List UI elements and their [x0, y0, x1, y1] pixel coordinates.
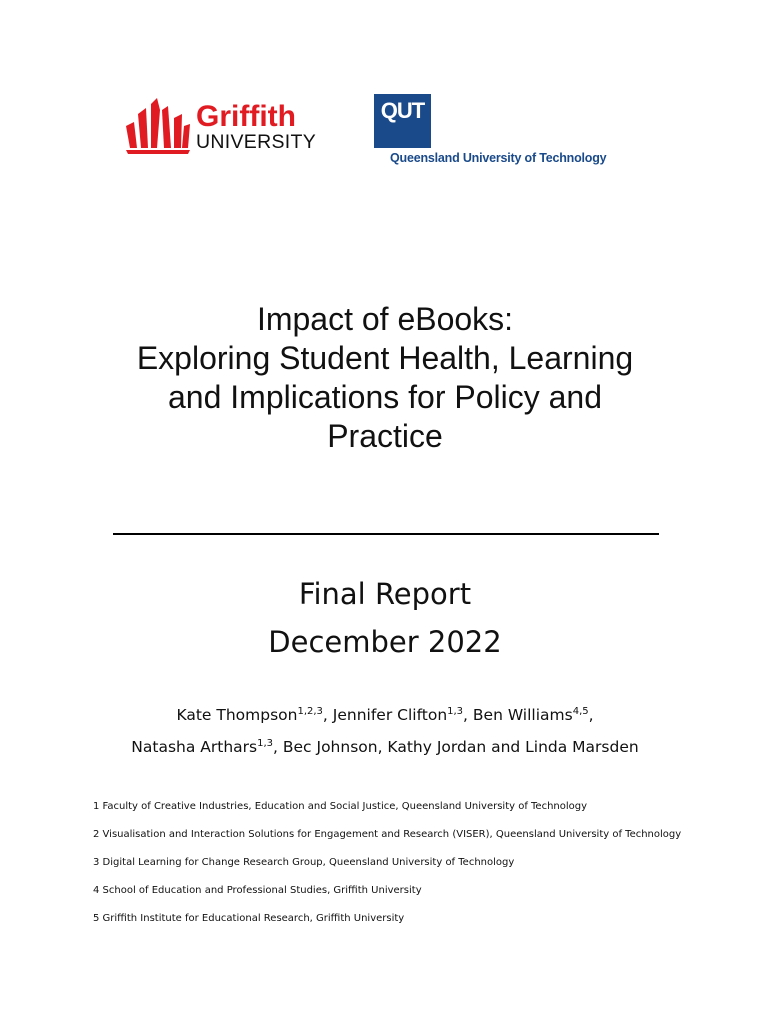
affiliation-2: 2 Visualisation and Interaction Solutions for Engagement and Research (VISER), Queensland University of Technology	[93, 829, 682, 840]
author-name: Jennifer Clifton	[332, 706, 448, 725]
title-line: Practice	[327, 418, 443, 454]
title-divider	[113, 533, 659, 535]
qut-logo	[374, 94, 624, 169]
qut-mark: QUT	[374, 94, 431, 148]
author-name: Ben Williams	[472, 706, 573, 725]
author-line-1: Kate Thompson$^{1,2,3}$, Jennifer Clifton$^{1,3}$, Ben Williams$^{4,5}$,	[176, 706, 594, 725]
affiliation-3: 3 Digital Learning for Change Research Group, Queensland University of Technology	[93, 857, 515, 868]
griffith-flame-icon	[124, 96, 334, 156]
author-affiliation-numbers: 1,3	[447, 706, 464, 717]
report-title	[0, 300, 770, 456]
qut-name: Queensland University of Technology	[390, 151, 607, 165]
author-name: Natasha Arthars	[131, 738, 258, 757]
griffith-wordmark: Griffith	[196, 100, 296, 133]
author-name: Bec Johnson, Kathy Jordan and Linda Marsden	[282, 738, 639, 757]
griffith-subtitle: UNIVERSITY	[196, 131, 317, 153]
affiliation-5: 5 Griffith Institute for Educational Research, Griffith University	[93, 913, 405, 924]
report-date: December 2022	[268, 625, 502, 659]
author-affiliation-numbers: 1,3	[257, 738, 274, 749]
title-line: Exploring Student Health, Learning	[136, 340, 634, 376]
affiliation-1: 1 Faculty of Creative Industries, Education and Social Justice, Queensland University of Technology	[93, 801, 588, 812]
author-affiliation-numbers: 1,2,3	[297, 706, 323, 717]
affiliation-4: 4 School of Education and Professional Studies, Griffith University	[93, 885, 422, 896]
title-line: and Implications for Policy and	[168, 379, 602, 415]
griffith-university-logo	[124, 96, 334, 156]
title-line: Impact of eBooks:	[256, 301, 514, 337]
author-affiliation-numbers: 4,5	[572, 706, 589, 717]
report-type: Final Report	[298, 577, 472, 611]
author-name: Kate Thompson	[176, 706, 298, 725]
author-line-2: Natasha Arthars$^{1,3}$, Bec Johnson, Kathy Jordan and Linda Marsden	[131, 738, 639, 757]
